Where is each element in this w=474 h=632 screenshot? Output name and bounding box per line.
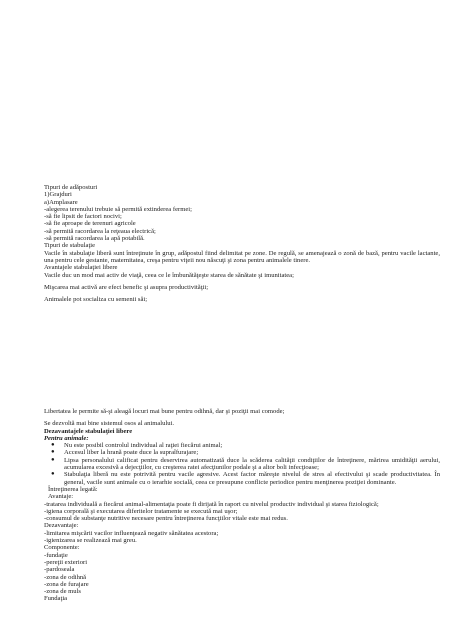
components-label: Componente:: [44, 544, 80, 552]
heading-placement: a)Amplasare: [44, 198, 78, 206]
component-item: -pardoseala: [44, 566, 75, 574]
heading-shelter-types: Tipuri de adăposturi: [44, 184, 98, 191]
advantage-line: Libertatea le permite să-şi aleagă locuri mai bune pentru odihnă, dar şi poziţii mai comode;: [44, 408, 285, 415]
bullet-icon: ●: [51, 471, 55, 478]
advantages-title: Avantajele stabulaţiei libere: [44, 264, 118, 272]
lower-section: [44, 408, 440, 603]
advantage-line: Mişcarea mai activă are efect benefic şi asupra productivităţii;: [44, 283, 209, 291]
list-item: ● Accesul liber la hrană poate duce la supraîfurajare;: [51, 449, 199, 457]
list-item: ● Stabulaţia liberă nu este potrivită pentru vacile agresive. Acest factor măreşte nivelul de stres al efectivului şi scade productivitatea. În general, vacile sunt animale cu o ierarhie socială, ceea ce presupune conflicte periodice pentru menţinerea poziţiei dominante.: [51, 471, 440, 486]
component-item: -fundaţie: [44, 551, 68, 559]
placement-item: -să permită racordarea la apă potabilă.: [44, 235, 145, 243]
disadvantages-list: [44, 442, 440, 486]
tethered-advantage: -tratarea individuală a fiecărui animal-alimentaţia poate fi dirijată în raport cu nivelul productiv individual şi starea fiziologică;: [44, 500, 379, 508]
tethered-disadvantages-label: Dezavantaje:: [44, 522, 79, 530]
list-item: ● Lipsa personalului calificat pentru deservirea automatizată duce la scăderea calităţii condiţiilor de întreţinere, mărirea umidităţii aerului, acumularea excesivă a dejecţiilor, cu creşterea ratei afecţiunilor podale şi a altor boli infecţioase;: [51, 456, 440, 472]
bullet-icon: ●: [51, 449, 55, 456]
tethered-disadvantage: -limitarea mişcării vacilor influenţează negativ sănătatea acestora;: [44, 529, 219, 537]
tethered-disadvantage: -igienizarea se realizează mai greu.: [44, 537, 137, 545]
bullet-icon: ●: [51, 442, 55, 449]
shelter-types-section: [44, 184, 440, 303]
disadvantages-title: Dezavantajele stabulaţiei libere: [44, 427, 133, 435]
heading-stabulation-types: Tipuri de stabulaţie: [44, 242, 96, 250]
foundation-heading-cut: Fundaţia: [44, 595, 68, 603]
heading-stables: 1)Grajduri: [44, 191, 72, 199]
placement-item: -să fie lipsit de factori nocivi;: [44, 213, 122, 221]
tethered-advantage: -igiena corporală şi executarea diferitelor tratamente se execută mai uşor;: [44, 507, 238, 515]
advantage-line: Se dezvoltă mai bine sistemul osos al animalului.: [44, 420, 175, 428]
for-animals-subtitle: Pentru animale:: [44, 434, 89, 442]
component-item: -zona de muls: [44, 588, 81, 596]
tethered-advantages-label: Avantaje:: [48, 493, 74, 501]
advantage-line: Animalele pot socializa cu semenii săi;: [44, 296, 148, 304]
advantage-line: Vacile duc un mod mai activ de viaţă, ceea ce le îmbunătăţeşte starea de sănătate şi imunitatea;: [44, 271, 294, 279]
placement-item: -să fie aproape de terenuri agricole: [44, 220, 136, 228]
tethered-title: Întreţinerea legată:: [48, 485, 98, 493]
list-item: ● Nu este posibil controlul individual al raţiei fiecărui animal;: [51, 442, 223, 450]
component-item: -zona de odihnă: [44, 573, 87, 581]
tethered-advantage: -consumul de substanţe nutritive necesare pentru întreţinerea funcţiilor vitale este mai redus.: [44, 515, 288, 523]
placement-item: -să permită racordarea la reţeaua electrică;: [44, 227, 156, 235]
component-item: -zona de furajare: [44, 580, 89, 588]
free-stabulation-paragraph: Vacile în stabulaţie liberă sunt întreţinute în grup, adăpostul fiind delimitat pe zone. De regulă, se amenajează o zonă de bază, pentru vacile lactante, una pentru cele gestante, maternitatea, creşa pentru viţeii nou născuţi şi zona pentru animalele tinere.: [44, 249, 440, 264]
placement-item: -alegerea terenului trebuie să permită extinderea fermei;: [44, 205, 192, 213]
bullet-icon: ●: [51, 456, 55, 463]
component-item: -pereţii exteriori: [44, 558, 88, 566]
